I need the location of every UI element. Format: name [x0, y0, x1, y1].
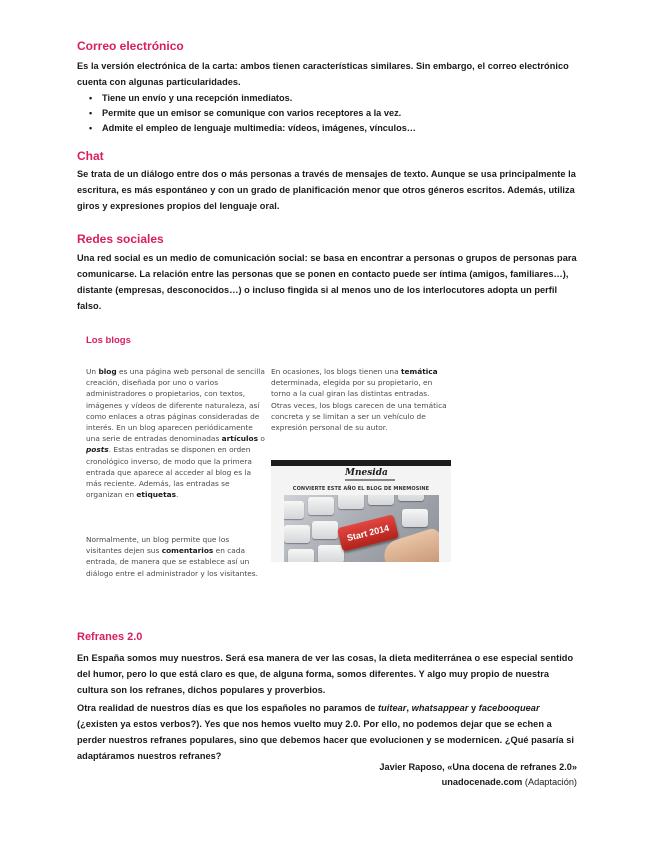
keyboard-key	[398, 495, 424, 501]
citation-source: unadocenade.com	[441, 777, 523, 787]
section-title-refranes: Refranes 2.0	[77, 631, 143, 643]
chat-text: Se trata de un diálogo entre dos o más personas a través de mensajes de texto. Aunque se usa principalmente la escritura, es más espontáneo y con un grado de planificación menor que otros géneros escritos. Además, utiliza giros y expresiones propios del lenguaje oral.	[77, 169, 576, 211]
blogs-col1-paragraph1: Un blog es una página web personal de sencilla creación, diseñada por uno o varios administradores o propietarios, con textos, imágenes y vídeos de diferente naturaleza, así como enlaces a otras páginas consideradas de interés. En un blog aparecen periódicamente una serie de entradas denominadas artículos o posts. Estas entradas se disponen en orden cronológico inverso, de modo que la primera entrada que aparece al acceder al blog es la más reciente. Además, las entradas se organizan en etiquetas.	[86, 367, 265, 500]
citation-author: Javier Raposo, «Una docena de refranes 2.0»	[379, 762, 577, 772]
section-title-correo: Correo electrónico	[77, 39, 184, 53]
term-comentarios: comentarios	[161, 546, 214, 556]
blog-logo: Mnesida	[345, 468, 388, 478]
correo-bullet-list	[77, 91, 582, 136]
correo-intro: Es la versión electrónica de la carta: ambos tienen características similares. Sin embargo, el correo electrónico cuenta con algunas particularidades.	[77, 61, 569, 87]
keyboard-key	[318, 545, 344, 562]
citation-note: (Adaptación)	[522, 777, 577, 787]
blogs-col2-paragraph: En ocasiones, los blogs tienen una temática determinada, elegida por su propietario, en torno a la cual giran las distintas entradas. Otras veces, los blogs carecen de una temática concreta y se limitan a ser un vehículo de expresión personal de su autor.	[271, 367, 447, 433]
term-tematica: temática	[400, 367, 438, 376]
keyboard-key	[312, 521, 338, 539]
blogs-col1-paragraph2: Normalmente, un blog permite que los visitantes dejen sus comentarios en cada entrada, de manera que se establece así un diálogo entre el administrador y los visitantes.	[86, 535, 258, 578]
term-articulos: artículos	[221, 434, 259, 444]
section-title-chat: Chat	[77, 149, 104, 163]
term-blog: blog	[98, 367, 117, 376]
refranes-paragraph2: Otra realidad de nuestros días es que los españoles no paramos de tuitear, whatsappear y facebooquear (¿existen ya estos verbos?). Yes que nos hemos vuelto muy 2.0. Por ello, no podemos dejar que se echen a perder nuestros refranes populares, sino que debemos hacer que evolucionen y se modernicen. ¿Qué pasaría si adaptáramos nuestros refranes?	[77, 703, 575, 761]
blog-screenshot-image	[271, 460, 451, 562]
keyboard-photo	[284, 495, 439, 562]
keyboard-key	[284, 501, 304, 519]
list-item: • Admite el empleo de lenguaje multimedia: vídeos, imágenes, vínculos…	[102, 121, 582, 136]
section-title-redes: Redes sociales	[77, 232, 164, 246]
keyboard-key	[368, 495, 394, 505]
keyboard-key	[284, 525, 310, 543]
blog-headline: CONVIERTE ESTE AÑO EL BLOG DE MNEMOSINE	[292, 486, 430, 492]
keyboard-key	[308, 497, 334, 515]
list-item: • Tiene un envío y una recepción inmediatos.	[102, 91, 582, 106]
refranes-paragraph1: En España somos muy nuestros. Será esa manera de ver las cosas, la dieta mediterránea o ese especial sentido del humor, pero lo que está claro es que, de alguna forma, somos diferentes. Y algo muy propio de nuestra cultura son los refranes, dichos populares y proverbios.	[77, 653, 574, 695]
blog-topbar	[271, 460, 451, 466]
keyboard-key	[402, 509, 428, 527]
list-item: • Permite que un emisor se comunique con varios receptores a la vez.	[102, 106, 582, 121]
blog-logo-underline	[345, 479, 395, 481]
term-etiquetas: etiquetas	[136, 490, 176, 500]
redes-text: Una red social es un medio de comunicación social: se basa en encontrar a personas o grupos de personas para comunicarse. La relación entre las personas que se ponen en contacto puede ser íntima (amigos, familiares…), distante (empresas, desconocidos…) o incluso fingida si al menos uno de los interlocutores adopta un perfil falso.	[77, 253, 577, 311]
section-title-blogs: Los blogs	[86, 335, 131, 346]
term-posts: posts	[86, 445, 109, 455]
citation	[379, 760, 577, 790]
keyboard-key	[288, 549, 314, 562]
keyboard-key	[338, 495, 364, 509]
start-key: Start 2014	[337, 514, 399, 551]
